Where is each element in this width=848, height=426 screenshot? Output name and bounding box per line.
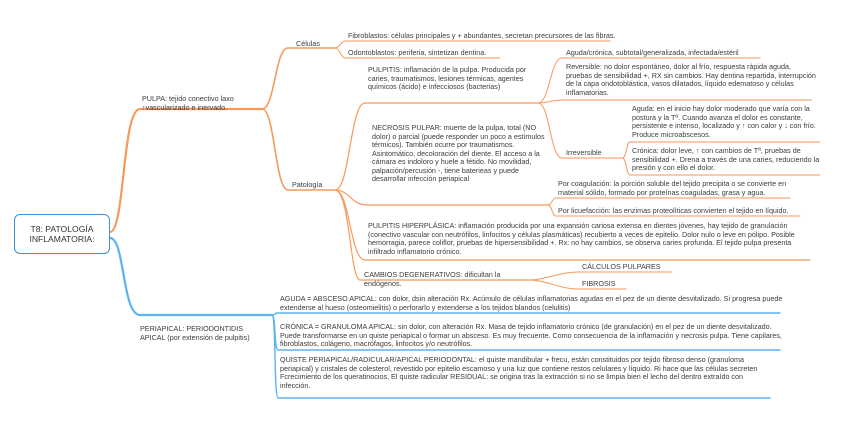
reversible-node[interactable]: Reversible: no dolor espontáneo, dolor al frío, respuesta rápida aguda, pruebas de sensibilidad +, RX sin cambios. Hay dentina repartida, interrupción de la capa ondotoblástica, vasos dilatados, líquido edematoso y células inflamatorias.	[566, 62, 816, 97]
periapical-quiste-node[interactable]: QUISTE PERIAPICAL/RADICULAR/APICAL PERIODONTAL: el quiste mandibular + frecu, están constituidos por tejido fibroso denso (granuloma periapical) y cristales de colesterol, revestido por epitelio escamoso y una luz que contiene restos celulares y líquido. Ri hace que las células secreten Fcrecimiento de los queratinocios, El quiste radicular RESIDUAL: se origina tras la extracción si no se limpia bien el lecho del dentro extraído con infección.	[280, 355, 758, 390]
degenerativos-node[interactable]: CAMBIOS DEGENERATIVOS: dificultan la endógenos.	[364, 270, 501, 288]
coagulacion-node[interactable]: Por coagulación: la porción soluble del tejido precipita o se convierte en material sólido, formado por proteínas coaguladas, grasa y agua.	[558, 179, 787, 197]
link-necrosis-coagulacion	[548, 198, 790, 205]
irreversible-cronica-node[interactable]: Crónica: dolor leve, ↑ con cambios de Tª, pruebas de sensibilidad +. Drena a través de una caries, reduciendo la presión y con ello el dolor.	[632, 146, 820, 172]
fibrosis-node[interactable]: FIBROSIS	[582, 279, 616, 288]
irreversible-aguda-node[interactable]: Aguda: en el inicio hay dolor moderado que varía con la postura y la Tª. Cuando avanza el dolor es constante, persistente e intenso, localizado y ↑ con calor y ↓ con frío. Produce microabscesos.	[632, 104, 816, 139]
link-patologia-necrosis	[335, 190, 548, 205]
link-root-pulpa	[110, 109, 262, 232]
calculos-node[interactable]: CÁLCULOS PULPARES	[582, 262, 661, 271]
link-celulas-fibroblastos	[335, 41, 610, 48]
link-pulpa-celulas	[262, 48, 335, 109]
link-root-periapical	[110, 238, 272, 315]
link-pulpa-patologia	[262, 109, 335, 190]
hiperplasica-node[interactable]: PULPITIS HIPERPLÁSICA: inflamación producida por una expansión cariosa extensa en dientes jóvenes, hay tejido de granulación (conectivo vascular con neutrófilos, linfocitos y células plasmáticas) recubierto a veces de epitelio. Dolor nulo o leve en pólipo. Posible hemorragia, parece coliflor, pruebas de hipersensibilidad +. Rx: no hay cambios, se observa caries profunda. El tejido pulpa presenta infiltrado inflamatorio crónico.	[368, 221, 795, 256]
root-node[interactable]	[14, 214, 110, 254]
periapical-aguda-node[interactable]: AGUDA = ABSCESO APICAL: con dolor, dsin alteración Rx. Acúmulo de células inflamatorias agudas en el pez de un diente desvitalizado. Si progresa puede extenderse al hueso (osteomielitis) o perforarlo y extenderse a los tejidos blandos (celulitis)	[280, 294, 783, 312]
pulpitis-node[interactable]: PULPITIS: inflamación de la pulpa. Producida por caries, traumatismos, lesiones térmicas, agentes químicos (ácido) e infecciosos (bacterias)	[368, 65, 527, 91]
root-title-line2: INFLAMATORIA:	[29, 234, 95, 244]
pulpa-node[interactable]: PULPA: tejido conectivo laxo ↑vascularizado e inervado.	[142, 94, 234, 112]
link-pulpitis-reversible	[538, 100, 812, 103]
aguda-cronica-node[interactable]: Aguda/crónica, subtotal/generalizada, infectada/estéril	[566, 48, 739, 57]
patologia-node[interactable]: Patología	[292, 180, 323, 189]
licuefaccion-node[interactable]: Por licuefacción: las enzimas proteolíticas convierten el tejido en líquido.	[558, 206, 789, 215]
necrosis-node[interactable]: NECROSIS PULPAR: muerte de la pulpa, total (NO dolor) o parcial (puede responder un poco a estímulos térmicos). También ocurre por traumatismos. Asintomático, decoloración del diente. El acceso a la cámara es indoloro y huele a fétido. No movilidad, palpación/percusión -, tiene baterieas y puede desarrollar infección periapical	[372, 123, 545, 183]
root-title-line1: T8: PATOLOGÍA	[30, 224, 94, 234]
celulas-node[interactable]: Células	[296, 39, 320, 48]
odontoblastos-node[interactable]: Odontoblastos: periferia, sintetizan dentina.	[348, 48, 487, 57]
fibroblastos-node[interactable]: Fibroblastos: células principales y + abundantes, secretan precursores de las fibras.	[348, 31, 616, 40]
periapical-cronica-node[interactable]: CRÓNICA = GRANULOMA APICAL: sin dolor, con alteración Rx. Masa de tejido inflamatorio crónico (de granulación) en el pez de un diente desvitalizado. Puede transformarse en un quiste periapical o formar un absceso. Es muy frecuente. Como consecuencia de la inflamación y necrosis pulpa. Tiene capilares, fibroblastos, colágeno, macrófagos, linfocitos y/o neutrófilos.	[280, 322, 782, 348]
link-periapical-aguda	[272, 313, 780, 315]
periapical-node[interactable]: PERIAPICAL: PERIODONTIDIS APICAL (por extensión de pulpitis)	[140, 324, 250, 342]
irreversible-node[interactable]: Irreversible	[566, 148, 602, 157]
